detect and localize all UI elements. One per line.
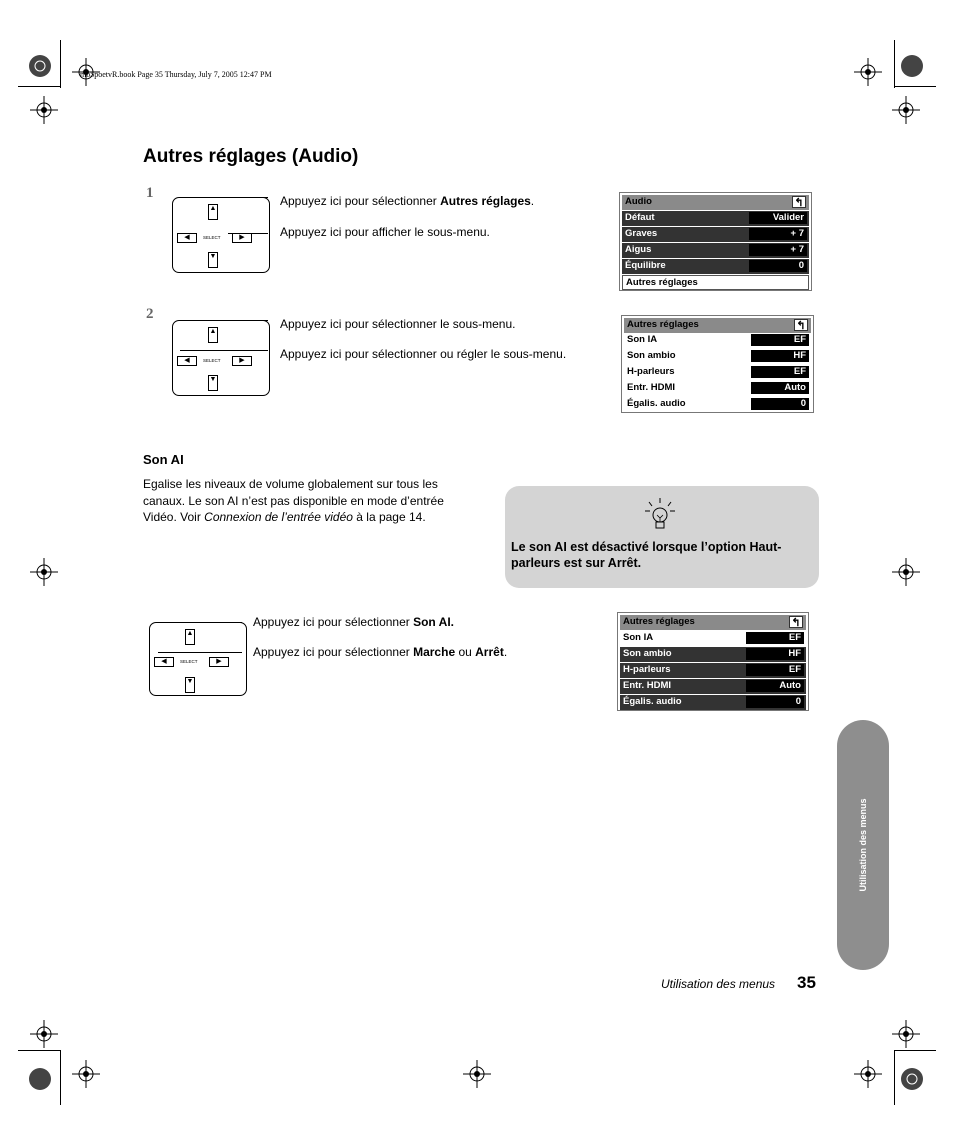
select-button-label: SELECT xyxy=(203,358,221,363)
side-tab xyxy=(837,720,889,970)
page-number: 35 xyxy=(797,973,816,992)
registration-disc-icon xyxy=(29,1068,51,1090)
step3-line1-prefix: Appuyez ici pour sélectionner xyxy=(253,615,414,629)
menu-row-value: 0 xyxy=(751,398,809,410)
crosshair-icon xyxy=(30,96,58,124)
son-ia-menu xyxy=(617,612,809,711)
registration-disc-icon xyxy=(29,55,51,77)
down-arrow-button[interactable]: ▼ xyxy=(208,375,218,391)
tip-box xyxy=(505,486,819,588)
menu-row-label: Son IA xyxy=(627,334,658,345)
tip-text: Le son AI est désactivé lorsque l’option Haut-parleurs est sur Arrêt. xyxy=(511,540,782,570)
menu-row-value: HF xyxy=(746,648,804,660)
menu-row-value: EF xyxy=(751,366,809,378)
menu-row-value: Auto xyxy=(751,382,809,394)
remote-dpad xyxy=(149,622,249,702)
menu-row-label: Son ambio xyxy=(627,350,676,361)
menu-row-value: HF xyxy=(751,350,809,362)
side-tab-label: Utilisation des menus xyxy=(858,798,868,892)
header-note: mb5poetvR.book Page 35 Thursday, July 7, 2005 12:47 PM xyxy=(80,70,272,79)
menu-header xyxy=(624,318,811,333)
page-title: Autres réglages (Audio) xyxy=(143,146,359,167)
crosshair-icon xyxy=(72,1060,100,1088)
step3-line2-prefix: Appuyez ici pour sélectionner xyxy=(253,645,414,659)
step1-instruction-select xyxy=(280,194,534,208)
body-text-part1: Egalise les niveaux de volume globalement sur tous les canaux. Le son AI n’est pas disponible en mode d’entrée Vidéo. Voir xyxy=(143,477,444,524)
registration-disc-icon xyxy=(901,55,923,77)
back-icon[interactable]: ↰ xyxy=(792,196,806,208)
step-number: 1 xyxy=(146,185,154,201)
step3-line2-mid: ou xyxy=(455,645,476,659)
menu-row-label: H-parleurs xyxy=(627,366,675,377)
menu-row-selected[interactable] xyxy=(622,275,809,290)
section-body xyxy=(143,476,473,526)
crosshair-icon xyxy=(854,58,882,86)
left-arrow-button[interactable]: ◀ xyxy=(177,233,197,243)
menu-row[interactable] xyxy=(624,349,811,364)
registration-disc-icon xyxy=(901,1068,923,1090)
menu-header xyxy=(622,195,809,210)
step3-line2-suffix: . xyxy=(503,645,508,659)
step3-instruction-toggle xyxy=(253,645,507,659)
crosshair-icon xyxy=(854,1060,882,1088)
footer-label: Utilisation des menus xyxy=(661,977,776,991)
menu-row-label: Son IA xyxy=(623,632,654,643)
menu-row[interactable] xyxy=(620,695,806,710)
menu-row[interactable] xyxy=(620,647,806,662)
up-arrow-button[interactable]: ▲ xyxy=(185,629,195,645)
menu-row-label: Son ambio xyxy=(623,648,672,659)
menu-row-label: Égalis. audio xyxy=(623,696,682,707)
crosshair-icon xyxy=(892,558,920,586)
back-icon[interactable]: ↰ xyxy=(789,616,803,628)
menu-row[interactable] xyxy=(624,333,811,348)
menu-row[interactable] xyxy=(624,365,811,380)
autres-reglages-menu xyxy=(621,315,814,413)
menu-row-value: 0 xyxy=(746,696,804,708)
menu-row-value: Valider xyxy=(749,212,807,224)
menu-row-selected[interactable] xyxy=(620,631,806,646)
left-arrow-button[interactable]: ◀ xyxy=(177,356,197,366)
step1-line1-bold: Autres réglages xyxy=(440,194,531,208)
menu-row[interactable] xyxy=(624,397,811,412)
step3-line2-bold-arret: Arrêt xyxy=(475,645,504,659)
menu-row-label: Aigus xyxy=(625,244,652,255)
lightbulb-icon xyxy=(645,498,675,532)
menu-row-value: EF xyxy=(746,664,804,676)
crosshair-icon xyxy=(30,1020,58,1048)
step3-line2-bold-marche: Marche xyxy=(413,645,456,659)
menu-row-label: Entr. HDMI xyxy=(623,680,672,691)
up-arrow-button[interactable]: ▲ xyxy=(208,204,218,220)
step1-instruction-submenu: Appuyez ici pour afficher le sous-menu. xyxy=(280,225,490,239)
back-icon[interactable]: ↰ xyxy=(794,319,808,331)
remote-dpad xyxy=(172,197,272,277)
step3-line1-bold: Son AI. xyxy=(413,615,454,629)
step1-line1-prefix: Appuyez ici pour sélectionner xyxy=(280,194,441,208)
menu-header-label: Autres réglages xyxy=(623,616,695,627)
audio-menu xyxy=(619,192,812,291)
up-arrow-button[interactable]: ▲ xyxy=(208,327,218,343)
left-arrow-button[interactable]: ◀ xyxy=(154,657,174,667)
step2-instruction-adjust: Appuyez ici pour sélectionner ou régler le sous-menu. xyxy=(280,347,567,361)
crosshair-icon xyxy=(892,1020,920,1048)
menu-row-value: EF xyxy=(746,632,804,644)
menu-row-label: H-parleurs xyxy=(623,664,671,675)
right-arrow-button[interactable]: ▶ xyxy=(232,356,252,366)
crosshair-icon xyxy=(892,96,920,124)
menu-row-label: Défaut xyxy=(625,212,655,223)
menu-row-value: EF xyxy=(751,334,809,346)
menu-row[interactable] xyxy=(622,259,809,274)
menu-row[interactable] xyxy=(620,663,806,678)
select-button-label: SELECT xyxy=(203,235,221,240)
menu-header xyxy=(620,615,806,630)
step2-instruction-select: Appuyez ici pour sélectionner le sous-menu. xyxy=(280,317,516,331)
menu-row[interactable] xyxy=(622,211,809,226)
body-text-link: Connexion de l’entrée vidéo xyxy=(204,510,353,524)
menu-row-label: Autres réglages xyxy=(626,277,698,288)
menu-row-value: + 7 xyxy=(749,244,807,256)
menu-row-label: Équilibre xyxy=(625,260,666,271)
menu-row-value: Auto xyxy=(746,680,804,692)
down-arrow-button[interactable]: ▼ xyxy=(208,252,218,268)
remote-dpad xyxy=(172,320,272,400)
right-arrow-button[interactable]: ▶ xyxy=(232,233,252,243)
body-text-part2: à la page 14. xyxy=(352,510,426,524)
menu-row-label: Graves xyxy=(625,228,658,239)
section-title: Son AI xyxy=(143,452,184,467)
menu-row[interactable] xyxy=(624,381,811,396)
menu-row[interactable] xyxy=(622,227,809,242)
select-button-label: SELECT xyxy=(180,659,198,664)
menu-row[interactable] xyxy=(622,243,809,258)
menu-row[interactable] xyxy=(620,679,806,694)
crosshair-icon xyxy=(463,1060,491,1088)
menu-header-label: Audio xyxy=(625,196,652,207)
right-arrow-button[interactable]: ▶ xyxy=(209,657,229,667)
step1-line1-suffix: . xyxy=(530,194,535,208)
step3-instruction-select xyxy=(253,615,454,629)
menu-row-value: 0 xyxy=(749,260,807,272)
menu-row-value: + 7 xyxy=(749,228,807,240)
down-arrow-button[interactable]: ▼ xyxy=(185,677,195,693)
menu-header-label: Autres réglages xyxy=(627,319,699,330)
step-number: 2 xyxy=(146,306,154,322)
menu-row-label: Entr. HDMI xyxy=(627,382,676,393)
menu-row-label: Égalis. audio xyxy=(627,398,686,409)
crosshair-icon xyxy=(30,558,58,586)
